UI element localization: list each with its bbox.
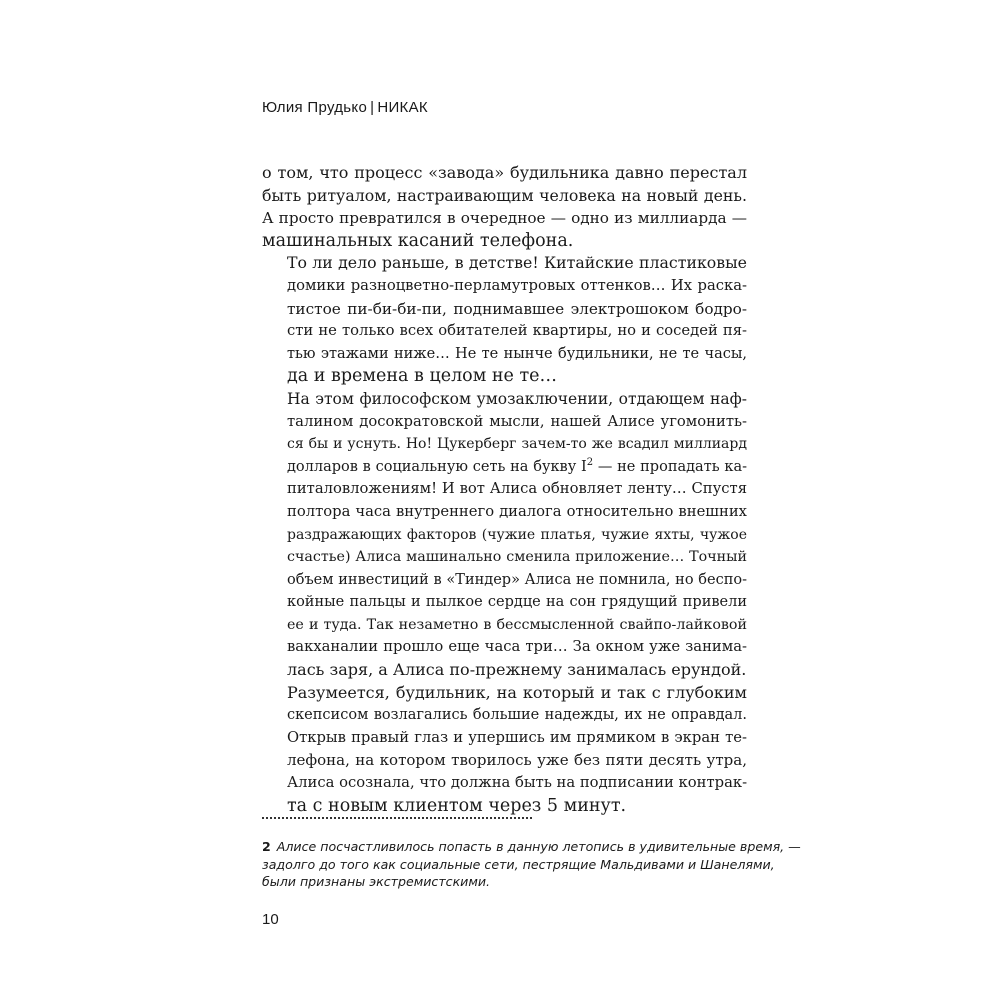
paragraph: [262, 162, 747, 252]
text-line-with-footnote-ref: [262, 456, 747, 479]
text-line: Открыв правый глаз и упершись им прямиком в экран те-: [287, 728, 747, 746]
footnote-number: 2: [262, 839, 271, 854]
text-line: та с новым клиентом через 5 минут.: [287, 795, 627, 816]
text-line: А просто превратился в очередное — одно из миллиарда —: [262, 209, 747, 228]
page-number: 10: [262, 911, 279, 928]
text-line: раздражающих факторов (чужие платья, чужие яхты, чужое: [287, 526, 747, 543]
text-line: койные пальцы и пылкое сердце на сон грядущий привели: [287, 594, 747, 611]
text-line: На этом философском умозаключении, отдающем наф-: [287, 389, 747, 408]
text-line: Алиса осознала, что должна быть на подписании контрак-: [287, 774, 748, 792]
text-fragment: — не пропадать ка-: [593, 458, 747, 475]
text-line: вакханалии прошло еще часа три… За окном уже занима-: [287, 638, 747, 656]
paragraph: [262, 682, 747, 818]
paragraph: [262, 252, 747, 388]
text-fragment: долларов в социальную сеть на букву I: [287, 458, 587, 475]
text-line: быть ритуалом, настраивающим человека на новый день.: [262, 185, 747, 205]
footnote-line: были признаны экстремистскими.: [262, 874, 491, 889]
text-line: скепсисом возлагались большие надежды, их не оправдал.: [287, 707, 747, 724]
footnote-text: Алисе посчастливилось попасть в данную летопись в удивительные время, —: [276, 839, 801, 854]
footnote-divider: [262, 817, 532, 819]
text-line: счастье) Алиса машинально сменила приложение… Точный: [287, 549, 747, 566]
footnote-ref[interactable]: 2: [586, 456, 594, 468]
running-head: [262, 99, 428, 116]
text-line: да и времена в целом не те…: [287, 366, 558, 387]
text-line: ее и туда. Так незаметно в бессмысленной свайпо-лайковой: [287, 616, 747, 633]
text-line: питаловложениям! И вот Алиса обновляет ленту… Спустя: [287, 480, 747, 498]
text-line: домики разноцветно-перламутровых оттенков… Их раска-: [287, 276, 747, 294]
paragraph: [262, 388, 747, 682]
text-line: машинальных касаний телефона.: [262, 230, 574, 251]
text-line: Разумеется, будильник, на который и так с глубоким: [287, 682, 747, 702]
footnote-line: задолго до того как социальные сети, пестрящие Мальдивами и Шанелями,: [262, 856, 775, 872]
text-line: объем инвестиций в «Тиндер» Алиса не помнила, но беспо-: [287, 571, 747, 588]
main-text: [262, 162, 747, 817]
book-title: НИКАК: [377, 99, 428, 116]
text-line: То ли дело раньше, в детстве! Китайские пластиковые: [287, 253, 747, 273]
text-line: талином досократовской мысли, нашей Алисе угомонить-: [287, 412, 747, 430]
text-line: тистое пи-би-би-пи, поднимавшее электрошоком бодро-: [287, 299, 747, 318]
text-line: ся бы и уснуть. Но! Цукерберг зачем-то же всадил миллиард: [287, 436, 747, 453]
header-separator: |: [370, 99, 375, 116]
footnote-line: [262, 838, 801, 856]
text-line: о том, что процесс «завода» будильника давно перестал: [262, 163, 747, 182]
text-line: лась заря, а Алиса по-прежнему занималась ерундой.: [287, 660, 747, 680]
author-name: Юлия Прудько: [262, 99, 368, 116]
text-line: лефона, на котором творилось уже без пяти десять утра,: [287, 751, 747, 770]
text-line: сти не только всех обитателей квартиры, но и соседей пя-: [287, 322, 747, 340]
footnote: [262, 838, 801, 891]
text-line: полтора часа внутреннего диалога относительно внешних: [287, 502, 747, 520]
text-line: тью этажами ниже… Не те нынче будильники, не те часы,: [287, 345, 747, 362]
